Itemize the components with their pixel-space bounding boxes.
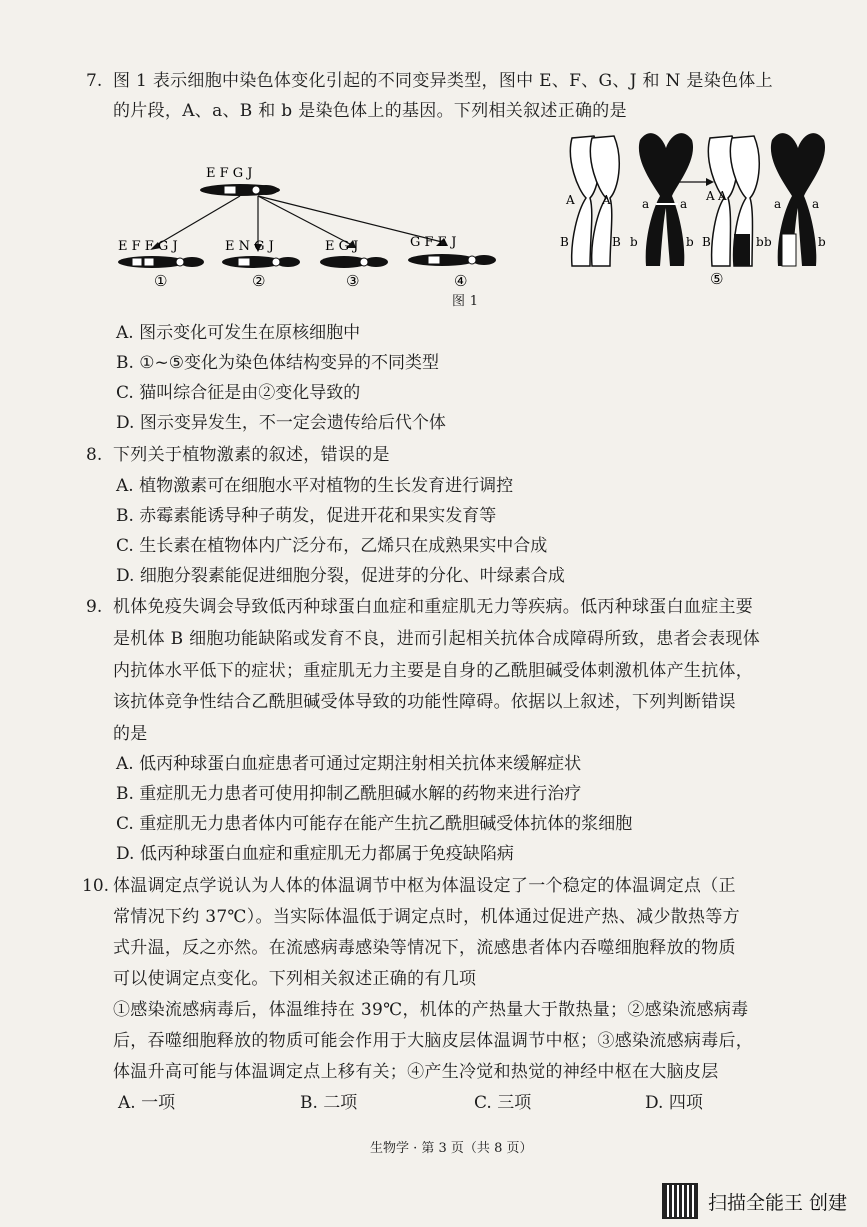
- q9-stem-line: 该抗体竞争性结合乙酰胆碱受体导致的功能性障碍。依据以上叙述，下列判断错误: [113, 692, 736, 712]
- q7-option-a: A. 图示变化可发生在原核细胞中: [116, 323, 361, 343]
- q10-option-a: A. 一项: [118, 1093, 176, 1113]
- q7-option-c: C. 猫叫综合征是由②变化导致的: [116, 383, 361, 403]
- svg-text:a: a: [642, 197, 650, 211]
- svg-text:A: A: [602, 193, 611, 207]
- qr-code-icon: [662, 1183, 698, 1219]
- variant-4-marker: ④: [454, 272, 468, 290]
- q9-option-a: A. 低丙种球蛋白血症患者可通过定期注射相关抗体来缓解症状: [116, 754, 582, 774]
- q10-stem-line: 式升温，反之亦然。在流感病毒感染等情况下，流感患者体内吞噬细胞释放的物质: [113, 938, 736, 958]
- q9-stem-line: 机体免疫失调会导致低丙种球蛋白血症和重症肌无力等疾病。低丙种球蛋白血症主要: [113, 597, 754, 617]
- q9-option-b: B. 重症肌无力患者可使用抑制乙酰胆碱水解的药物来进行治疗: [116, 784, 582, 804]
- q10-stem-line: 常情况下约 37℃）。当实际体温低于调定点时，机体通过促进产热、减少散热等方: [113, 907, 740, 927]
- q7-stem-line: 图 1 表示细胞中染色体变化引起的不同变异类型，图中 E、F、G、J 和 N 是染色体上: [113, 71, 773, 91]
- q10-stem-line: 体温升高可能与体温调定点上移有关；④产生冷觉和热觉的神经中枢在大脑皮层: [113, 1062, 719, 1082]
- svg-text:A: A: [718, 189, 727, 203]
- q9-number: 9.: [86, 597, 103, 617]
- q10-stem-line: 后，吞噬细胞释放的物质可能会作用于大脑皮层体温调节中枢；③感染流感病毒后，: [113, 1031, 754, 1051]
- q8-option-a: A. 植物激素可在细胞水平对植物的生长发育进行调控: [116, 476, 514, 496]
- q7-option-b: B. ①~⑤变化为染色体结构变异的不同类型: [116, 353, 440, 373]
- variant-1-label: E F F G J: [118, 239, 178, 254]
- variant-5-marker: ⑤: [710, 270, 724, 288]
- svg-text:A: A: [706, 189, 715, 203]
- variant-3-marker: ③: [346, 272, 360, 290]
- q7-option-d: D. 图示变异发生，不一定会遗传给后代个体: [116, 413, 446, 433]
- page-footer: 生物学 · 第 3 页（共 8 页）: [370, 1141, 533, 1156]
- q9-stem-line: 是机体 B 细胞功能缺陷或发育不良，进而引起相关抗体合成障碍所致，患者会表现体: [113, 629, 760, 649]
- svg-text:A: A: [566, 193, 575, 207]
- q10-option-c: C. 三项: [474, 1093, 532, 1113]
- variant-3-label: E G J: [325, 239, 359, 254]
- svg-text:b: b: [686, 235, 694, 249]
- svg-text:B: B: [612, 235, 621, 249]
- q10-stem-line: 可以使调定点变化。下列相关叙述正确的有几项: [113, 969, 477, 989]
- svg-text:B: B: [560, 235, 569, 249]
- figure-caption: 图 1: [452, 294, 479, 309]
- svg-text:b: b: [756, 235, 764, 249]
- svg-text:b: b: [630, 235, 638, 249]
- q9-stem-line: 内抗体水平低下的症状；重症肌无力主要是自身的乙酰胆碱受体刺激机体产生抗体，: [113, 661, 754, 681]
- q8-stem-line: 下列关于植物激素的叙述，错误的是: [113, 445, 390, 465]
- top-chromosome-label: E F G J: [206, 166, 253, 181]
- svg-text:a: a: [812, 197, 820, 211]
- q10-stem-line: 体温调定点学说认为人体的体温调节中枢为体温设定了一个稳定的体温调定点（正: [113, 876, 736, 896]
- q7-number: 7.: [86, 71, 103, 91]
- svg-text:a: a: [774, 197, 782, 211]
- q10-option-b: B. 二项: [300, 1093, 358, 1113]
- scanner-watermark: [662, 1183, 847, 1219]
- svg-text:B: B: [702, 235, 711, 249]
- q8-option-d: D. 细胞分裂素能促进细胞分裂，促进芽的分化、叶绿素合成: [116, 566, 565, 586]
- variant-4-chromosome: [408, 254, 476, 266]
- q10-stem-line: ①感染流感病毒后，体温维持在 39℃，机体的产热量大于散热量；②感染流感病毒: [113, 1000, 749, 1020]
- chromosome-crossover-figure: [560, 130, 830, 300]
- q9-stem-line: 的是: [113, 724, 148, 744]
- svg-text:b: b: [764, 235, 772, 249]
- q8-option-b: B. 赤霉素能诱导种子萌发，促进开花和果实发育等: [116, 506, 497, 526]
- variant-2-marker: ②: [252, 272, 266, 290]
- svg-text:b: b: [818, 235, 826, 249]
- q9-option-d: D. 低丙种球蛋白血症和重症肌无力都属于免疫缺陷病: [116, 844, 514, 864]
- q10-number: 10.: [82, 876, 110, 896]
- chromosome-variant-figure: [110, 158, 510, 318]
- variant-1-marker: ①: [154, 272, 168, 290]
- watermark-text: 扫描全能王 创建: [707, 1191, 847, 1214]
- variant-2-label: E N G J: [225, 239, 274, 254]
- svg-text:a: a: [680, 197, 688, 211]
- q10-option-d: D. 四项: [645, 1093, 703, 1113]
- variant-4-label: G F E J: [410, 235, 457, 250]
- q7-stem-line: 的片段，A、a、B 和 b 是染色体上的基因。下列相关叙述正确的是: [113, 101, 627, 121]
- q8-option-c: C. 生长素在植物体内广泛分布，乙烯只在成熟果实中合成: [116, 536, 548, 556]
- q9-option-c: C. 重症肌无力患者体内可能存在能产生抗乙酰胆碱受体抗体的浆细胞: [116, 814, 633, 834]
- q8-number: 8.: [86, 445, 103, 465]
